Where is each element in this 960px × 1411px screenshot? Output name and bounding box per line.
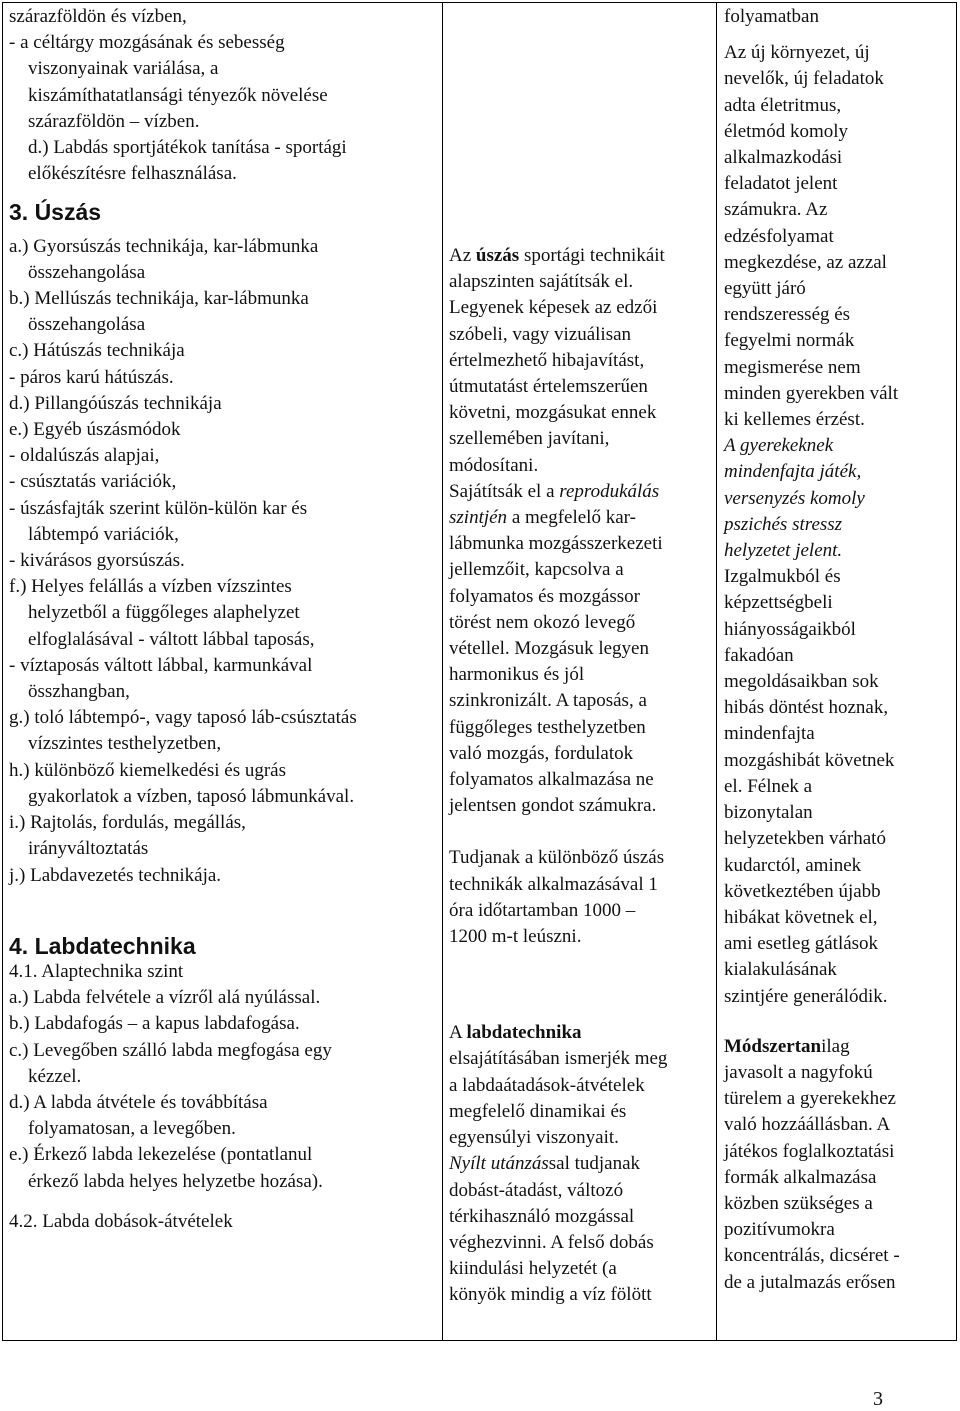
list-item: kézzel. <box>28 1065 82 1087</box>
text-line: pszichés stressz <box>724 513 843 535</box>
list-item: e.) Egyéb úszásmódok <box>9 419 181 441</box>
text-line: Az új környezet, új <box>724 42 870 64</box>
text-line: Tudjanak a különböző úszás <box>449 847 665 869</box>
text-line: helyzetet jelent. <box>724 540 843 562</box>
text-line: folyamatos alkalmazása ne <box>449 769 654 791</box>
text-line: kiszámíthatatlansági tényezők növelése <box>28 84 328 106</box>
text-line: Az úszás sportági technikáit <box>449 245 665 266</box>
list-item: d.) Pillangóúszás technikája <box>9 392 222 414</box>
column-divider <box>442 2 443 1341</box>
text-line: a labdaátadások-átvételek <box>449 1074 645 1096</box>
list-item: i.) Rajtolás, fordulás, megállás, <box>9 812 246 834</box>
text-line: - a céltárgy mozgásának és sebesség <box>9 32 285 54</box>
text-line: megkezdése, az azzal <box>724 251 887 273</box>
text-line: való mozgás, fordulatok <box>449 742 634 764</box>
text-line: el. Félnek a <box>724 775 813 797</box>
text-line: számukra. Az <box>724 199 828 221</box>
text-line: szellemében javítani, <box>449 428 610 450</box>
text-line: játékos foglalkoztatási <box>724 1140 895 1162</box>
text-line: hiányosságaikból <box>724 618 856 640</box>
list-item: folyamatosan, a levegőben. <box>28 1118 236 1140</box>
list-item: a.) Gyorsúszás technikája, kar-lábmunka <box>9 235 319 257</box>
list-item: - csúsztatás variációk, <box>9 471 177 493</box>
text-line: elsajátításában ismerjék meg <box>449 1048 668 1070</box>
list-item: c.) Hátúszás technikája <box>9 340 185 362</box>
list-item: a.) Labda felvétele a vízről alá nyúlással. <box>9 987 321 1009</box>
text-line: szárazföldön – vízben. <box>28 110 200 132</box>
list-item: összehangolása <box>28 261 146 283</box>
text-line: nevelők, új feladatok <box>724 68 884 90</box>
text-line: jellemzőit, kapcsolva a <box>449 559 624 581</box>
text-line: kialakulásának <box>724 959 837 981</box>
text-line: feladatot jelent <box>724 173 838 195</box>
text-line: adta életritmus, <box>724 94 842 116</box>
list-item: összhangban, <box>28 681 130 703</box>
text-line: könyök mindig a víz fölött <box>449 1284 652 1306</box>
text-line: való hozzáállásban. A <box>724 1114 891 1136</box>
text-line: együtt járó <box>724 278 806 300</box>
text-line: ami esetleg gátlások <box>724 933 879 955</box>
text-line: türelem a gyerekekhez <box>724 1088 896 1110</box>
text-line: fakadóan <box>724 644 794 666</box>
text-line: edzésfolyamat <box>724 225 834 247</box>
text-line: óra időtartamban 1000 – <box>449 899 636 921</box>
list-item: elfoglalásával - váltott lábbal taposás, <box>28 628 315 650</box>
text-line: 1200 m-t leúszni. <box>449 926 582 948</box>
text-line: koncentrálás, dicséret - <box>724 1245 900 1267</box>
list-item: helyzetből a függőleges alaphelyzet <box>28 602 300 624</box>
text-line: alapszinten sajátítsák el. <box>449 271 634 293</box>
text-line: Módszertanilag <box>724 1035 850 1057</box>
text-line: megismerése nem <box>724 356 861 378</box>
text-line: mozgáshibát követnek <box>724 749 895 771</box>
list-item: összehangolása <box>28 314 146 336</box>
list-item: érkező labda helyes helyzetbe hozása). <box>28 1170 323 1192</box>
list-item: - kivárásos gyorsúszás. <box>9 550 185 572</box>
list-item: 4.2. Labda dobások-átvételek <box>9 1210 233 1232</box>
text-line: d.) Labdás sportjátékok tanítása - sportági <box>28 137 347 159</box>
text-line: bizonytalan <box>724 802 813 824</box>
text-line: útmutatást értelemszerűen <box>449 376 648 398</box>
text-line: rendszeresség és <box>724 304 851 326</box>
text-line: mindenfajta játék, <box>724 461 862 483</box>
text-line: formák alkalmazása <box>724 1166 877 1188</box>
list-item: - páros karú hátúszás. <box>9 366 174 388</box>
column-divider <box>716 2 717 1341</box>
text-line: képzettségbeli <box>724 592 833 614</box>
text-line: megoldásaikban sok <box>724 671 879 693</box>
text-line: térkihasználó mozgással <box>449 1205 635 1227</box>
text-line: pozitívumokra <box>724 1219 835 1241</box>
text-line: egyensúlyi viszonyait. <box>449 1127 619 1149</box>
text-line: értelmezhető hibajavítást, <box>449 349 645 371</box>
text-line: ki kellemes érzést. <box>724 409 865 431</box>
text-line: versenyzés komoly <box>724 487 865 509</box>
list-item: e.) Érkező labda lekezelése (pontatlanul <box>9 1144 313 1166</box>
text-line: minden gyerekben vált <box>724 382 899 404</box>
list-item: j.) Labdavezetés technikája. <box>9 864 222 886</box>
text-line: folyamatban <box>724 6 819 27</box>
text-line: A gyerekeknek <box>724 435 834 457</box>
text-line: mindenfajta <box>724 723 815 745</box>
text-line: szinkronizált. A taposás, a <box>449 690 647 712</box>
page-number: 3 <box>873 1388 883 1410</box>
text-line: függőleges testhelyzetben <box>449 716 646 738</box>
text-line: hibákat követnek el, <box>724 906 878 928</box>
text-line: szintjén a megfelelő kar- <box>449 507 636 529</box>
text-line: harmonikus és jól <box>449 664 585 686</box>
list-item: g.) toló lábtempó-, vagy taposó láb-csúsztatás <box>9 707 357 729</box>
text-line: jelentsen gondot számukra. <box>449 795 657 817</box>
list-item: gyakorlatok a vízben, taposó lábmunkával. <box>28 785 355 807</box>
text-line: vétellel. Mozgásuk legyen <box>449 638 649 660</box>
text-line: következtében újabb <box>724 880 881 902</box>
text-line: Sajátítsák el a reprodukálás <box>449 480 660 502</box>
text-line: technikák alkalmazásával 1 <box>449 873 658 895</box>
text-line: szárazföldön és vízben, <box>9 6 187 27</box>
text-line: Izgalmukból és <box>724 566 841 588</box>
notes-column <box>724 4 954 1296</box>
list-item: vízszintes testhelyzetben, <box>28 733 222 755</box>
list-item: f.) Helyes felállás a vízben vízszintes <box>9 576 292 598</box>
requirements-column <box>449 243 711 1309</box>
section-heading: 4. Labdatechnika <box>9 932 196 959</box>
text-line: javasolt a nagyfokú <box>724 1061 873 1083</box>
list-item: h.) különböző kiemelkedési és ugrás <box>9 759 287 781</box>
text-line: helyzetekben várható <box>724 828 886 850</box>
text-line: A labdatechnika <box>449 1022 582 1044</box>
text-line: lábmunka mozgásszerkezeti <box>449 533 663 555</box>
list-item: lábtempó variációk, <box>28 523 179 545</box>
text-line: szintjére generálódik. <box>724 985 888 1007</box>
text-line: követni, mozgásukat ennek <box>449 402 657 424</box>
text-line: közben szükséges a <box>724 1192 873 1214</box>
text-line: megfelelő dinamikai és <box>449 1100 627 1122</box>
list-item: 4.1. Alaptechnika szint <box>9 960 184 982</box>
list-item: irányváltoztatás <box>28 838 149 860</box>
list-item: d.) A labda átvétele és továbbítása <box>9 1091 268 1113</box>
list-item: - úszásfajták szerint külön-külön kar és <box>9 497 308 519</box>
text-line: kiindulási helyzetét (a <box>449 1258 617 1280</box>
text-line: Legyenek képesek az edzői <box>449 297 658 319</box>
text-line: törést nem okozó levegő <box>449 611 636 633</box>
text-line: szóbeli, vagy vizuálisan <box>449 323 632 345</box>
list-item: - oldalúszás alapjai, <box>9 445 160 467</box>
content-column <box>9 4 439 1235</box>
text-line: hibás döntést hoznak, <box>724 697 889 719</box>
section-heading: 3. Úszás <box>9 199 102 226</box>
text-line: életmód komoly <box>724 120 849 142</box>
text-line: módosítani. <box>449 454 539 476</box>
text-line: viszonyainak variálása, a <box>28 58 219 80</box>
text-line: Nyílt utánzással tudjanak <box>449 1153 641 1175</box>
text-line: dobást-átadást, változó <box>449 1179 624 1201</box>
text-line: fegyelmi normák <box>724 330 855 352</box>
text-line: kudarctól, aminek <box>724 854 862 876</box>
text-line: előkészítésre felhasználása. <box>28 163 237 185</box>
list-item: b.) Mellúszás technikája, kar-lábmunka <box>9 288 309 310</box>
list-item: - víztaposás váltott lábbal, karmunkával <box>9 654 313 676</box>
list-item: b.) Labdafogás – a kapus labdafogása. <box>9 1013 300 1035</box>
list-item: c.) Levegőben szálló labda megfogása egy <box>9 1039 332 1061</box>
text-line: alkalmazkodási <box>724 147 843 169</box>
text-line: de a jutalmazás erősen <box>724 1271 896 1293</box>
text-line: véghezvinni. A felső dobás <box>449 1231 654 1253</box>
text-line: folyamatos és mozgássor <box>449 585 641 607</box>
